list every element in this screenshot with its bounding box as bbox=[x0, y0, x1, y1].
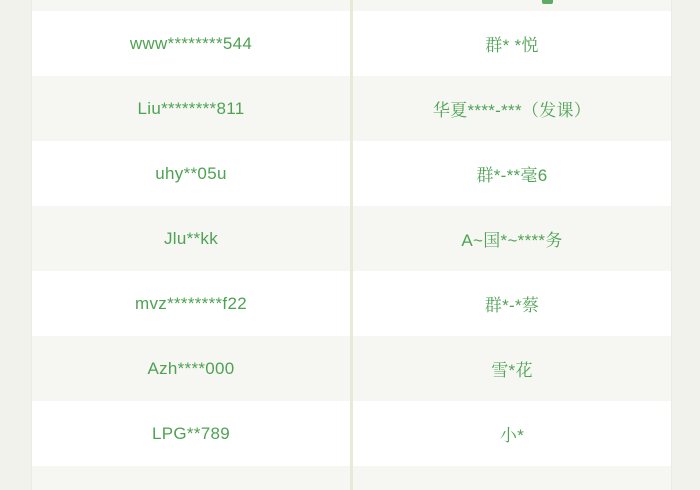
table-row bbox=[32, 206, 671, 271]
masked-id-cell: Jlu**kk bbox=[32, 206, 350, 271]
masked-id-cell: mvz********f22 bbox=[32, 271, 350, 336]
table-row bbox=[32, 141, 671, 206]
masked-name-cell bbox=[353, 0, 671, 11]
masked-id-cell: uhy**05u bbox=[32, 141, 350, 206]
masked-name-cell: 群*-**毫6 bbox=[353, 141, 671, 206]
masked-name-cell bbox=[353, 466, 671, 490]
masked-name-cell: 小* bbox=[353, 401, 671, 466]
cutoff-text-fragment bbox=[542, 0, 553, 4]
table-row bbox=[32, 11, 671, 76]
table-row bbox=[32, 336, 671, 401]
masked-id-cell: Azh****000 bbox=[32, 336, 350, 401]
masked-id-cell: Liu********811 bbox=[32, 76, 350, 141]
masked-name-cell: 雪*花 bbox=[353, 336, 671, 401]
table-row-partial-bottom bbox=[32, 466, 671, 490]
table-row bbox=[32, 401, 671, 466]
masked-id-cell bbox=[32, 0, 350, 11]
masked-id-cell: www********544 bbox=[32, 11, 350, 76]
masked-name-cell: 群*-*蔡 bbox=[353, 271, 671, 336]
table-row bbox=[32, 271, 671, 336]
masked-name-cell: 群* *悦 bbox=[353, 11, 671, 76]
table-row bbox=[32, 76, 671, 141]
masked-id-cell bbox=[32, 466, 350, 490]
masked-accounts-table bbox=[31, 0, 672, 490]
table-row-partial-top bbox=[32, 0, 671, 11]
masked-id-cell: LPG**789 bbox=[32, 401, 350, 466]
masked-name-cell: 华夏****-***（发课） bbox=[353, 76, 671, 141]
masked-name-cell: A~国*~****务 bbox=[353, 206, 671, 271]
